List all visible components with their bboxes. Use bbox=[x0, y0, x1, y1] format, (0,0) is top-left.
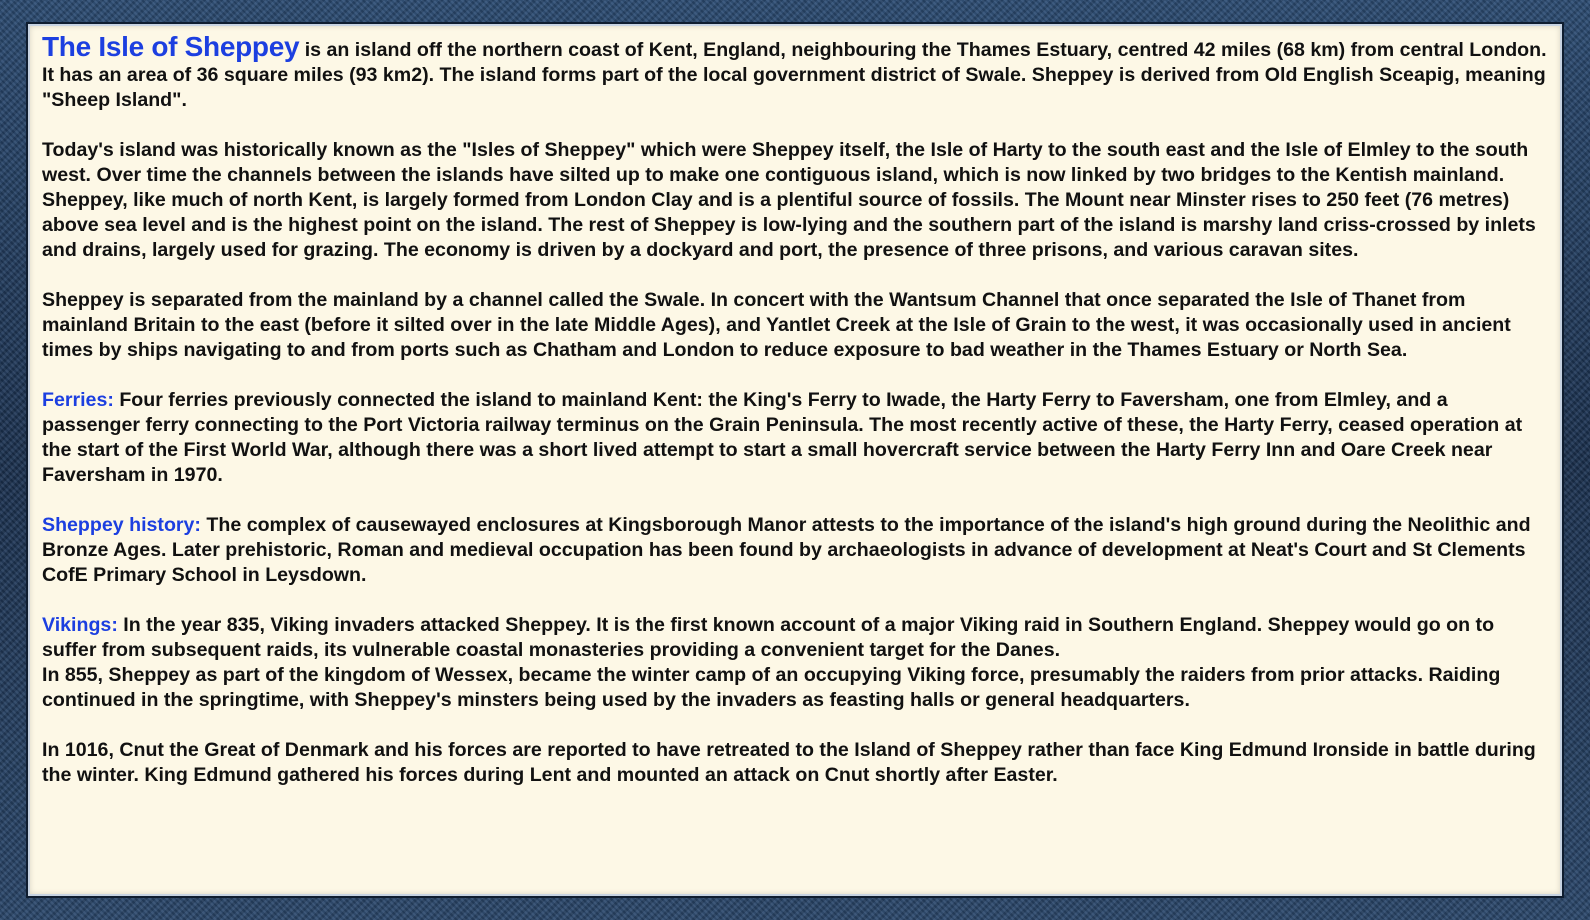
vikings-label: Vikings: bbox=[42, 614, 118, 636]
cnut-paragraph: In 1016, Cnut the Great of Denmark and his forces are reported to have retreated to the Island of Sheppey rather than face King Edmund Ironside in battle during the winter. King Edmund gathered his forces during Lent and mounted an attack on Cnut shortly after Easter. bbox=[42, 739, 1536, 786]
ferries-text: Four ferries previously connected the island to mainland Kent: the King's Ferry to Iwade, the Harty Ferry to Faversham, one from Elmley, and a passenger ferry connecting to the Port Victoria railway terminus on the Grain Peninsula. The most recently active of these, the Harty Ferry, ceased operation at the start of the First World War, although there was a short lived attempt to start a small hovercraft service between the Harty Ferry Inn and Oare Creek near Faversham in 1970. bbox=[42, 389, 1523, 486]
page-title: The Isle of Sheppey bbox=[42, 31, 300, 62]
ferries-paragraph bbox=[42, 388, 1550, 488]
vikings-text-2: In 855, Sheppey as part of the kingdom of Wessex, became the winter camp of an occupying Viking force, presumably the raiders from prior attacks. Raiding continued in the springtime, with Sheppey's minsters being used by the invaders as feasting halls or general headquarters. bbox=[42, 664, 1501, 711]
intro-paragraph bbox=[42, 31, 1550, 113]
intro-text: is an island off the northern coast of Kent, England, neighbouring the Thames Estuary, centred 42 miles (68 km) from central London. It has an area of 36 square miles (93 km2). The island forms part of the local government district of Swale. Sheppey is derived from Old English Sceapig, meaning "Sheep Island". bbox=[42, 39, 1547, 111]
vikings-paragraph bbox=[42, 613, 1550, 713]
swale-paragraph: Sheppey is separated from the mainland by a channel called the Swale. In concert with the Wantsum Channel that once separated the Isle of Thanet from mainland Britain to the east (before it silted over in the late Middle Ages), and Yantlet Creek at the Isle of Grain to the west, it was occasionally used in ancient times by ships navigating to and from ports such as Chatham and London to reduce exposure to bad weather in the Thames Estuary or North Sea. bbox=[42, 289, 1511, 361]
sheppey-history-paragraph bbox=[42, 513, 1550, 588]
sheppey-history-text: The complex of causewayed enclosures at Kingsborough Manor attests to the importance of the island's high ground during the Neolithic and Bronze Ages. Later prehistoric, Roman and medieval occupation has been found by archaeologists in advance of development at Neat's Court and St Clements CofE Primary School in Leysdown. bbox=[42, 514, 1531, 586]
text-panel bbox=[28, 24, 1562, 896]
ferries-label: Ferries: bbox=[42, 389, 114, 411]
history-names-paragraph: Today's island was historically known as the "Isles of Sheppey" which were Sheppey itself, the Isle of Harty to the south east and the Isle of Elmley to the south west. Over time the channels between the islands have silted up to make one contiguous island, which is now linked by two bridges to the Kentish mainland. Sheppey, like much of north Kent, is largely formed from London Clay and is a plentiful source of fossils. The Mount near Minster rises to 250 feet (76 metres) above sea level and is the highest point on the island. The rest of Sheppey is low-lying and the southern part of the island is marshy land criss-crossed by inlets and drains, largely used for grazing. The economy is driven by a dockyard and port, the presence of three prisons, and various caravan sites. bbox=[42, 139, 1536, 261]
vikings-text-1: In the year 835, Viking invaders attacked Sheppey. It is the first known account of a major Viking raid in Southern England. Sheppey would go on to suffer from subsequent raids, its vulnerable coastal monasteries providing a convenient target for the Danes. bbox=[42, 614, 1495, 661]
sheppey-history-label: Sheppey history: bbox=[42, 514, 201, 536]
